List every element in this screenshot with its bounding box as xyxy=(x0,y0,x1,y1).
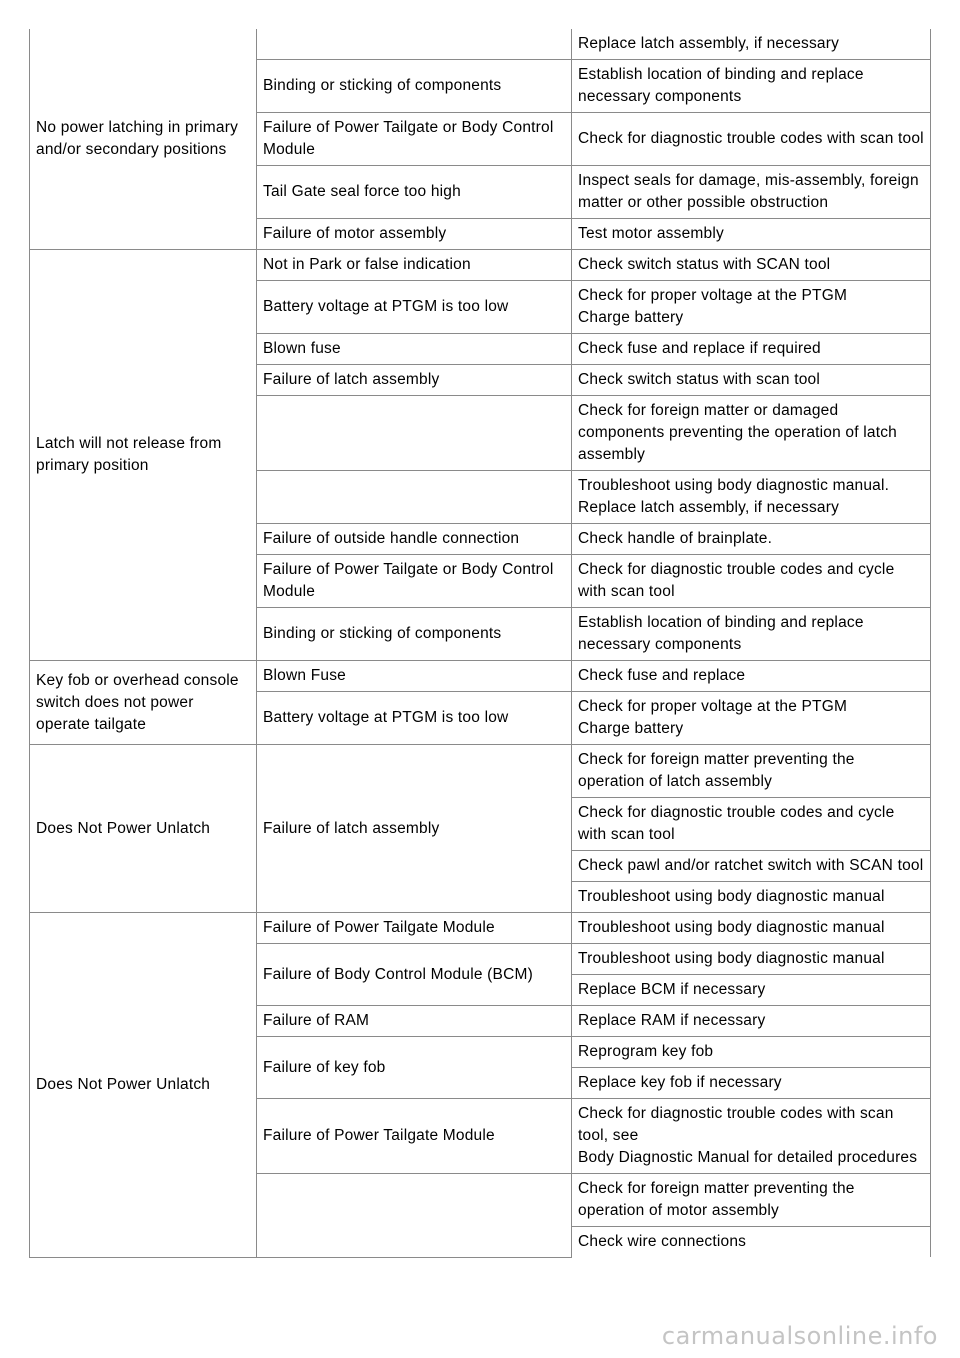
cause-cell: Failure of key fob xyxy=(257,1037,572,1099)
cause-cell: Failure of latch assembly xyxy=(257,365,572,396)
cause-cell: Failure of motor assembly xyxy=(257,219,572,250)
diagnosis-table-body xyxy=(30,29,931,1257)
cause-cell: Blown Fuse xyxy=(257,661,572,692)
action-cell: Inspect seals for damage, mis-assembly, foreign matter or other possible obstruction xyxy=(572,166,931,219)
cause-cell xyxy=(257,1174,572,1258)
cause-cell: Failure of latch assembly xyxy=(257,745,572,913)
cause-cell: Failure of outside handle connection xyxy=(257,524,572,555)
cause-cell xyxy=(257,29,572,60)
action-cell: Check for proper voltage at the PTGM Charge battery xyxy=(572,692,931,745)
action-cell: Replace RAM if necessary xyxy=(572,1006,931,1037)
cause-cell: Failure of Power Tailgate or Body Control Module xyxy=(257,555,572,608)
table-row xyxy=(30,913,931,944)
action-cell: Check fuse and replace xyxy=(572,661,931,692)
action-cell: Check handle of brainplate. xyxy=(572,524,931,555)
action-cell: Check for diagnostic trouble codes and cycle with scan tool xyxy=(572,555,931,608)
action-cell: Check for foreign matter preventing the operation of motor assembly xyxy=(572,1174,931,1227)
cause-cell xyxy=(257,396,572,471)
action-cell: Troubleshoot using body diagnostic manual xyxy=(572,944,931,975)
action-cell: Check wire connections xyxy=(572,1227,931,1258)
action-cell: Reprogram key fob xyxy=(572,1037,931,1068)
table-row xyxy=(30,250,931,281)
action-cell: Replace latch assembly, if necessary xyxy=(572,29,931,60)
cause-cell: Tail Gate seal force too high xyxy=(257,166,572,219)
cause-cell: Failure of Power Tailgate Module xyxy=(257,913,572,944)
diagnosis-table xyxy=(29,29,931,1258)
action-cell: Establish location of binding and replace necessary components xyxy=(572,608,931,661)
condition-cell: No power latching in primary and/or secondary positions xyxy=(30,29,257,250)
cause-cell: Binding or sticking of components xyxy=(257,60,572,113)
action-cell: Troubleshoot using body diagnostic manual. Replace latch assembly, if necessary xyxy=(572,471,931,524)
action-cell: Check for diagnostic trouble codes and cycle with scan tool xyxy=(572,798,931,851)
cause-cell: Binding or sticking of components xyxy=(257,608,572,661)
cause-cell: Battery voltage at PTGM is too low xyxy=(257,692,572,745)
site-watermark: carmanualsonline.info xyxy=(661,1322,938,1350)
action-cell: Troubleshoot using body diagnostic manual xyxy=(572,913,931,944)
condition-cell: Key fob or overhead console switch does not power operate tailgate xyxy=(30,661,257,745)
cause-cell xyxy=(257,471,572,524)
condition-cell: Latch will not release from primary position xyxy=(30,250,257,661)
condition-cell: Does Not Power Unlatch xyxy=(30,913,257,1258)
action-cell: Check switch status with scan tool xyxy=(572,365,931,396)
cause-cell: Not in Park or false indication xyxy=(257,250,572,281)
action-cell: Test motor assembly xyxy=(572,219,931,250)
table-row xyxy=(30,745,931,798)
cause-cell: Blown fuse xyxy=(257,334,572,365)
action-cell: Replace BCM if necessary xyxy=(572,975,931,1006)
table-row xyxy=(30,661,931,692)
action-cell: Establish location of binding and replace necessary components xyxy=(572,60,931,113)
condition-cell: Does Not Power Unlatch xyxy=(30,745,257,913)
action-cell: Check for proper voltage at the PTGM Charge battery xyxy=(572,281,931,334)
action-cell: Check for foreign matter preventing the operation of latch assembly xyxy=(572,745,931,798)
action-cell: Replace key fob if necessary xyxy=(572,1068,931,1099)
action-cell: Check for foreign matter or damaged components preventing the operation of latch assembly xyxy=(572,396,931,471)
table-row xyxy=(30,29,931,60)
action-cell: Troubleshoot using body diagnostic manual xyxy=(572,882,931,913)
action-cell: Check for diagnostic trouble codes with scan tool, see Body Diagnostic Manual for detailed procedures xyxy=(572,1099,931,1174)
cause-cell: Battery voltage at PTGM is too low xyxy=(257,281,572,334)
action-cell: Check fuse and replace if required xyxy=(572,334,931,365)
cause-cell: Failure of Power Tailgate or Body Control Module xyxy=(257,113,572,166)
action-cell: Check pawl and/or ratchet switch with SCAN tool xyxy=(572,851,931,882)
document-page xyxy=(29,29,930,1258)
cause-cell: Failure of Power Tailgate Module xyxy=(257,1099,572,1174)
action-cell: Check for diagnostic trouble codes with scan tool xyxy=(572,113,931,166)
cause-cell: Failure of Body Control Module (BCM) xyxy=(257,944,572,1006)
cause-cell: Failure of RAM xyxy=(257,1006,572,1037)
action-cell: Check switch status with SCAN tool xyxy=(572,250,931,281)
